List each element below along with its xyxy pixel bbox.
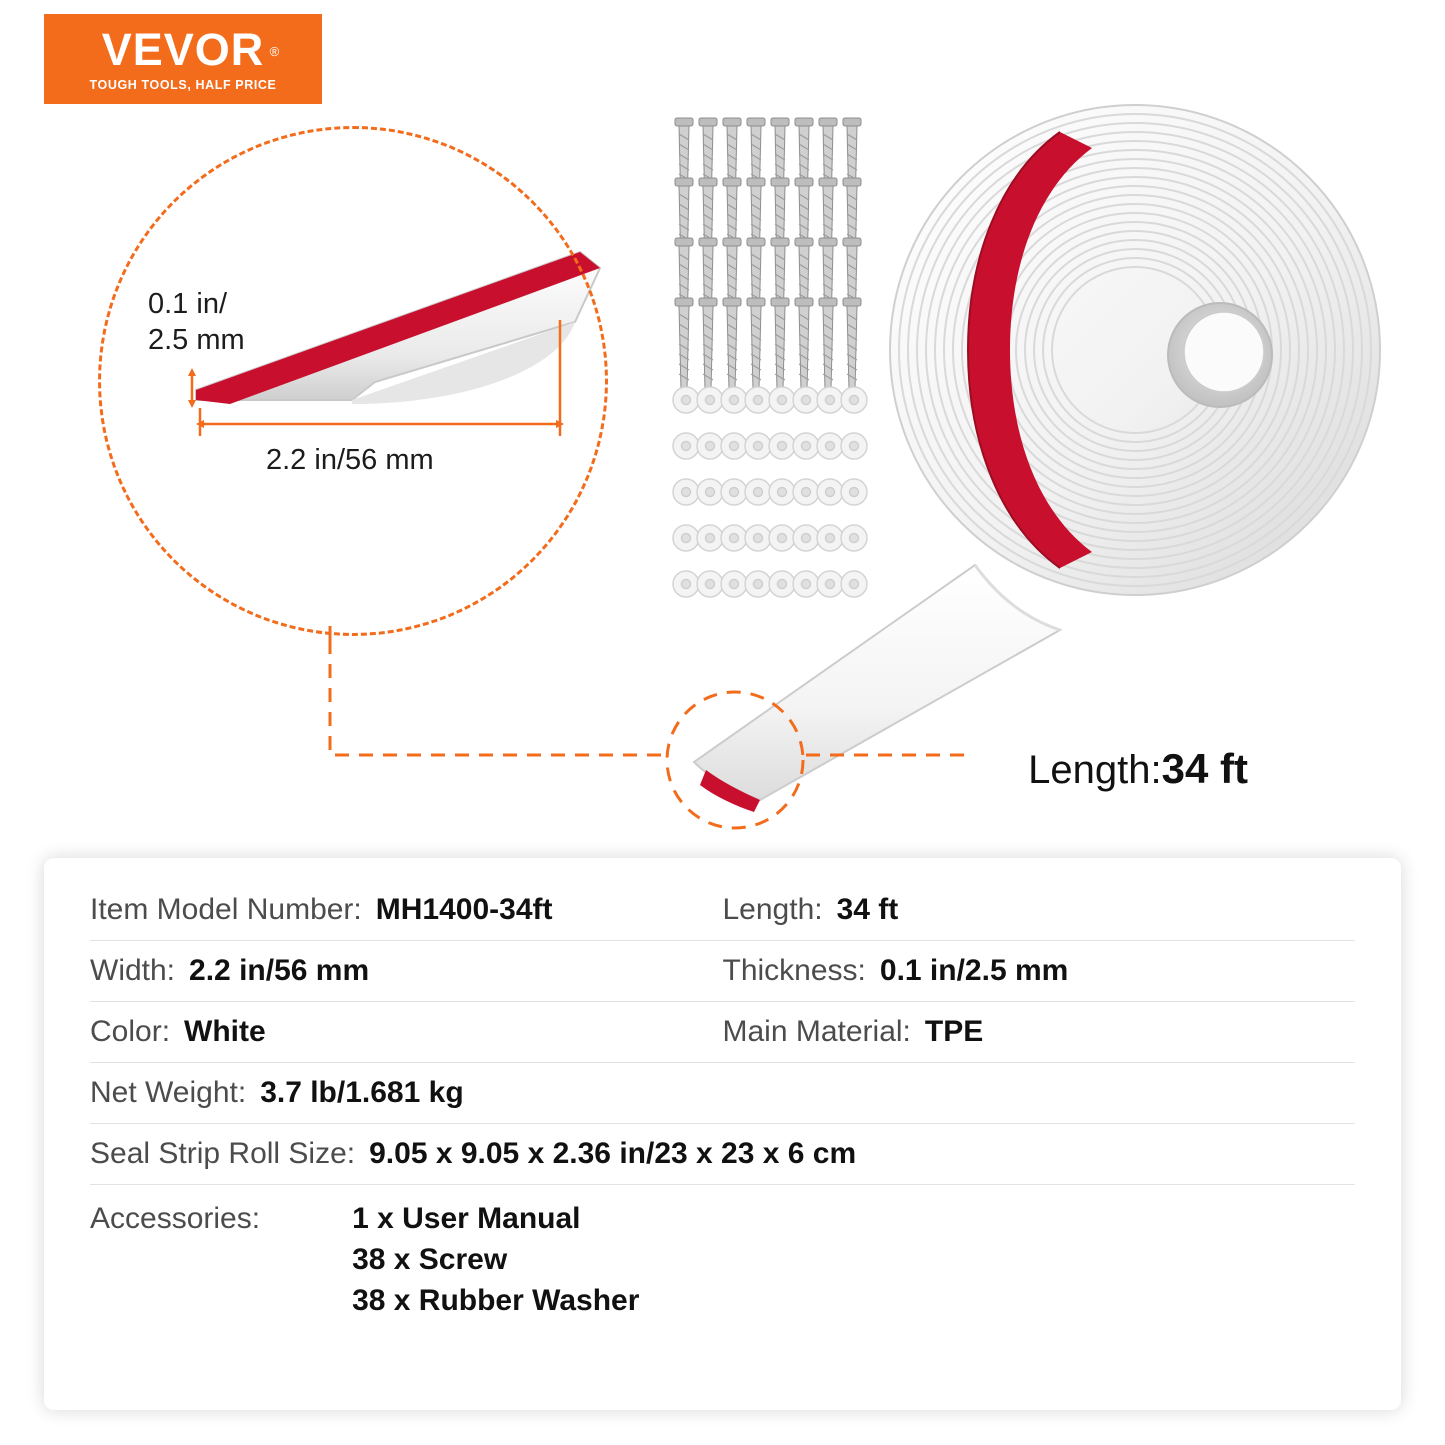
spec-key: Accessories:	[90, 1202, 261, 1235]
spec-width	[90, 954, 723, 988]
list-item: 38 x Rubber Washer	[352, 1284, 640, 1317]
spec-value: TPE	[924, 1015, 984, 1048]
specification-table	[44, 858, 1401, 1410]
registered-trademark-icon: ®	[269, 43, 281, 59]
spec-value: 9.05 x 9.05 x 2.36 in/23 x 23 x 6 cm	[369, 1137, 857, 1170]
table-row	[90, 1063, 1355, 1124]
spec-key: Seal Strip Roll Size:	[90, 1137, 356, 1170]
spec-net-weight	[90, 1076, 1355, 1110]
spec-item-model-number	[90, 893, 723, 927]
spec-value: 0.1 in/2.5 mm	[879, 954, 1069, 987]
list-item: 38 x Screw	[352, 1243, 508, 1276]
brand-tagline: TOUGH TOOLS, HALF PRICE	[89, 77, 277, 92]
spec-key: Main Material:	[722, 1015, 911, 1048]
callout-circle	[98, 126, 608, 636]
accessories-list	[352, 1198, 639, 1321]
length-prefix: Length:	[1028, 748, 1162, 792]
table-row	[90, 1002, 1355, 1063]
seal-strip-tail	[694, 565, 1060, 812]
length-label	[1028, 745, 1248, 793]
spec-seal-strip-roll-size	[90, 1137, 1355, 1171]
spec-length	[723, 893, 1356, 927]
list-item: 1 x User Manual	[352, 1202, 581, 1235]
spec-key: Net Weight:	[90, 1076, 247, 1109]
spec-value: 34 ft	[836, 893, 899, 926]
spec-value: 2.2 in/56 mm	[189, 954, 370, 987]
spec-main-material	[723, 1015, 1356, 1049]
spec-key: Length:	[722, 893, 823, 926]
spec-value: White	[184, 1015, 266, 1048]
spec-key: Color:	[90, 1015, 171, 1048]
spec-accessories	[90, 1198, 1355, 1321]
spec-key: Width:	[90, 954, 176, 987]
table-row	[90, 941, 1355, 1002]
thickness-line-1: 0.1 in/	[148, 288, 227, 320]
spec-color	[90, 1015, 723, 1049]
spec-value: 3.7 lb/1.681 kg	[260, 1076, 464, 1109]
spec-thickness	[723, 954, 1356, 988]
table-row-accessories	[90, 1185, 1355, 1334]
table-row	[90, 880, 1355, 941]
brand-wordmark-text: VEVOR	[101, 23, 265, 75]
length-value: 34 ft	[1161, 745, 1248, 792]
screws-group	[675, 118, 861, 398]
table-row	[90, 1124, 1355, 1185]
spec-value: MH1400-34ft	[375, 893, 553, 926]
spec-key: Item Model Number:	[90, 893, 362, 926]
thickness-dimension-label	[148, 286, 245, 358]
spec-key: Thickness:	[722, 954, 866, 987]
thickness-line-2: 2.5 mm	[148, 324, 245, 356]
rubber-washers-group	[673, 387, 867, 597]
seal-strip-roll	[890, 105, 1380, 595]
width-dimension-label: 2.2 in/56 mm	[266, 444, 434, 476]
